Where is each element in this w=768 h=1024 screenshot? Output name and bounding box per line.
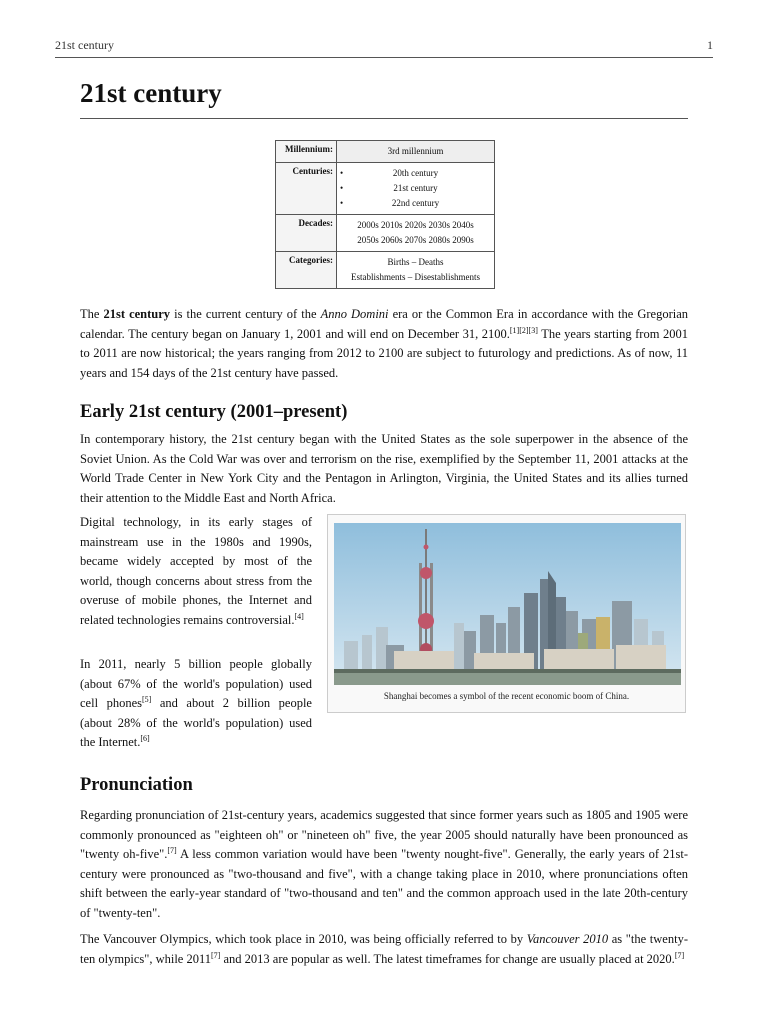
- bullet-icon: •: [340, 183, 344, 193]
- infobox-value: [337, 163, 495, 215]
- running-header: [55, 38, 713, 58]
- early-paragraph-3: In 2011, nearly 5 billion people globally (about 67% of the world's population) used cell phones[5] and about 2 billion people (about 28% of the world's population) used the Internet.[6]: [80, 657, 312, 749]
- infobox-row-millennium: [276, 141, 495, 163]
- bullet-icon: •: [340, 168, 344, 178]
- infobox-label: Decades:: [276, 215, 337, 252]
- list-item[interactable]: • 20th century: [340, 166, 491, 181]
- citation-ref[interactable]: [1][2][3]: [509, 325, 538, 335]
- citation-ref[interactable]: [5]: [141, 694, 152, 704]
- infobox-label: Categories:: [276, 252, 337, 289]
- shanghai-skyline-image[interactable]: [334, 523, 681, 685]
- shanghai-figure: [327, 514, 686, 713]
- infobox: [275, 140, 495, 289]
- infobox-label: Millennium:: [276, 141, 337, 163]
- list-item[interactable]: • 21st century: [340, 181, 491, 196]
- list-item[interactable]: • 22nd century: [340, 196, 491, 211]
- page-title: 21st century: [80, 76, 688, 119]
- section-heading-pronunciation: Pronunciation: [80, 775, 193, 795]
- infobox-row-categories: [276, 252, 495, 289]
- citation-ref[interactable]: [4]: [294, 611, 304, 621]
- decades-line[interactable]: 2000s 2010s 2020s 2030s 2040s: [357, 220, 474, 230]
- pronunciation-paragraph-2: The Vancouver Olympics, which took place in 2010, was being officially referred to by Vancouver 2010 as "the twenty-ten olympics", while 2011[7] and 2013 are popular as well. The latest timeframes for change are usually placed at 2020.[7]: [80, 932, 688, 966]
- intro-bold-term: 21st century: [103, 307, 171, 321]
- early-paragraph-1: In contemporary history, the 21st century began with the United States as the sole superpower in the absence of the Soviet Union. As the Cold War was over and terrorism on the rise, exemplified by the September 11, 2001 attacks at the World Trade Center in New York City and the Pentagon in Arlington, Virginia, the United States and its allies turned their attention to the Middle East and North Africa.: [80, 432, 688, 505]
- intro-paragraph: The 21st century is the current century of the Anno Domini era or the Common Era in accordance with the Gregorian calendar. The century began on January 1, 2001 and will end on December 31, 2100.[1][2][3] The years starting from 2001 to 2011 are now historical; the years ranging from 2012 to 2100 are subject to futurology and predictions. As of now, 11 years and 154 days of the 21st century have passed.: [80, 307, 688, 380]
- pronunciation-paragraph-1: Regarding pronunciation of 21st-century years, academics suggested that since former years such as 1805 and 1905 were commonly pronounced as "eighteen oh" or "nineteen oh" five, the year 2005 should naturally have been pronounced as "twenty oh-five".[7] A less common variation would have been "twenty nought-five". Generally, the early years of 21st-century were pronounced as "two-thousand and five", with a change taking place in 2010, where pronunciations often shift between the early-year standard of "two-thousand and ten" and the common approach used in the late 20th-century of "twenty-ten".: [80, 808, 688, 920]
- section-heading-early: Early 21st century (2001–present): [80, 402, 348, 422]
- categories-line[interactable]: Births – Deaths: [387, 257, 444, 267]
- infobox-row-centuries: [276, 163, 495, 215]
- decades-line[interactable]: 2050s 2060s 2070s 2080s 2090s: [357, 235, 474, 245]
- citation-ref[interactable]: [6]: [140, 733, 150, 743]
- infobox-label: Centuries:: [276, 163, 337, 215]
- bullet-icon: •: [340, 198, 344, 208]
- early-paragraph-2: Digital technology, in its early stages of mainstream use in the 1980s and 1990s, became widely accepted by most of the world, though concerns about stress from the overuse of mobile phones, the Internet and related technologies remains controversial.[4]: [80, 515, 312, 627]
- italic-term[interactable]: Vancouver 2010: [526, 932, 609, 946]
- infobox-row-decades: [276, 215, 495, 252]
- categories-line[interactable]: Establishments – Disestablishments: [351, 272, 480, 282]
- running-header-title: 21st century: [55, 38, 114, 52]
- citation-ref[interactable]: [7]: [674, 950, 685, 960]
- intro-italic-term[interactable]: Anno Domini: [320, 307, 389, 321]
- infobox-value: [337, 252, 495, 289]
- infobox-value[interactable]: 3rd millennium: [337, 141, 495, 163]
- citation-ref[interactable]: [7]: [167, 845, 177, 855]
- citation-ref[interactable]: [7]: [211, 950, 221, 960]
- centuries-list: [340, 166, 491, 211]
- figure-caption: Shanghai becomes a symbol of the recent economic boom of China.: [383, 691, 630, 701]
- page-number: 1: [707, 38, 713, 52]
- infobox-value: [337, 215, 495, 252]
